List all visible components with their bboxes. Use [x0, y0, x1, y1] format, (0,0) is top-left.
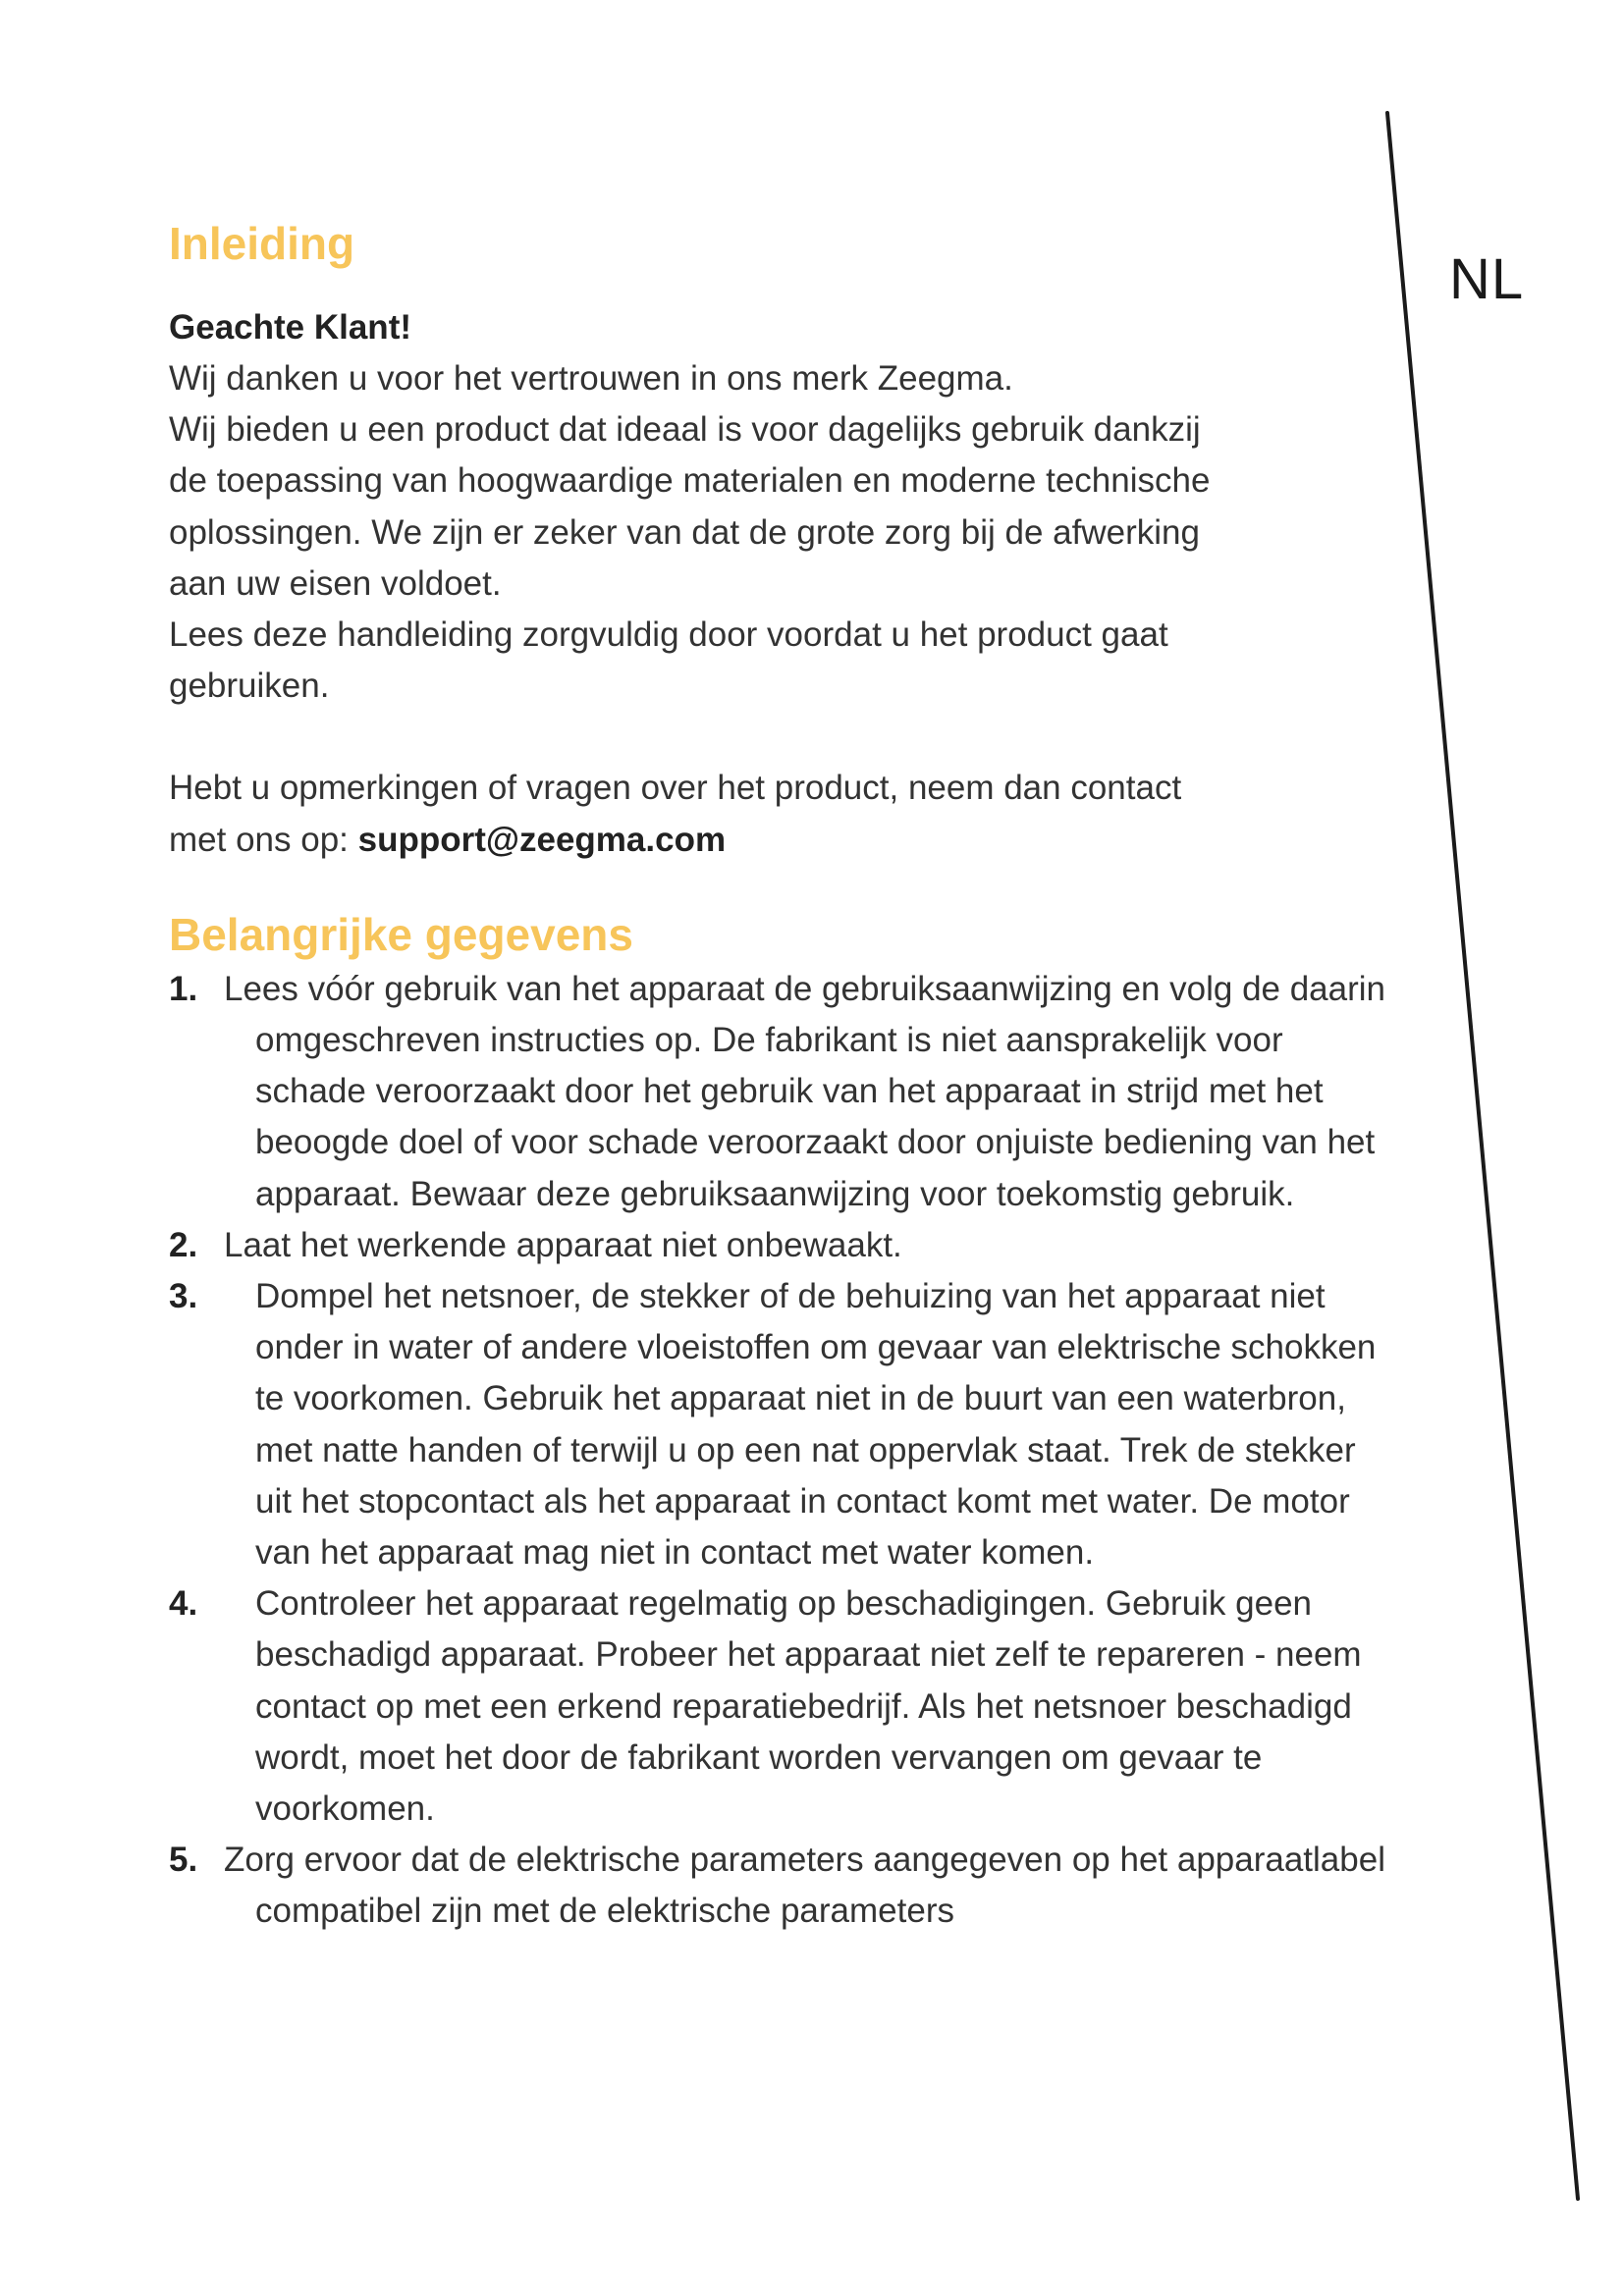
- list-item: [169, 964, 1386, 1220]
- list-item: [169, 1271, 1386, 1578]
- contact-prefix: met ons op:: [169, 820, 358, 859]
- intro-line: de toepassing van hoogwaardige materialen en moderne technische: [169, 461, 1211, 501]
- intro-heading: Inleiding: [169, 218, 355, 269]
- item-number: 4.: [169, 1584, 198, 1624]
- item-number: 1.: [169, 969, 198, 1008]
- item-number: 2.: [169, 1225, 198, 1264]
- greeting: Geachte Klant!: [169, 308, 411, 347]
- item-text: Zorg ervoor dat de elektrische parameters aangegeven op het apparaatlabel compatibel zijn met de elektrische parameters: [224, 1841, 1385, 1931]
- intro-line: aan uw eisen voldoet.: [169, 563, 502, 603]
- main-content: [169, 214, 1386, 1938]
- item-text: Controleer het apparaat regelmatig op beschadigingen. Gebruik geen beschadigd apparaat. Probeer het apparaat niet zelf te repareren - neem contact op met een erkend reparatiebedrijf. Als het netsnoer beschadigd wordt, moet het door de fabrikant worden vervangen om gevaar te voorkomen.: [255, 1584, 1362, 1829]
- language-tab: NL: [1449, 247, 1525, 311]
- important-list: [169, 964, 1386, 1938]
- support-email-link[interactable]: support@zeegma.com: [357, 820, 727, 859]
- item-text: Lees vóór gebruik van het apparaat de gebruiksaanwijzing en volg de daarin omgeschreven instructies op. De fabrikant is niet aansprakelijk voor schade veroorzaakt door het gebruik van het apparaat in strijd met het beoogde doel of voor schade veroorzaakt door onjuiste bediening van het apparaat. Bewaar deze gebruiksaanwijzing voor toekomstig gebruik.: [224, 969, 1386, 1213]
- intro-line: gebruiken.: [169, 667, 330, 706]
- spacer: [169, 712, 1386, 763]
- intro-line: Wij bieden u een product dat ideaal is voor dagelijks gebruik dankzij: [169, 410, 1201, 450]
- intro-line: Wij danken u voor het vertrouwen in ons merk Zeegma.: [169, 359, 1013, 398]
- list-item: [169, 1578, 1386, 1835]
- contact-line-email: [169, 815, 1386, 866]
- list-item: [169, 1835, 1386, 1937]
- intro-line: oplossingen. We zijn er zeker van dat de grote zorg bij de afwerking: [169, 512, 1200, 552]
- item-text: Dompel het netsnoer, de stekker of de behuizing van het apparaat niet onder in water of andere vloeistoffen om gevaar van elektrische schokken te voorkomen. Gebruik het apparaat niet in de buurt van een waterbron, met natte handen of terwijl u op een nat oppervlak staat. Trek de stekker uit het stopcontact als het apparaat in contact komt met water. De motor van het apparaat mag niet in contact met water komen.: [255, 1277, 1377, 1573]
- list-item: [169, 1220, 1386, 1271]
- contact-line: Hebt u opmerkingen of vragen over het product, neem dan contact: [169, 769, 1182, 808]
- intro-line: Lees deze handleiding zorgvuldig door voordat u het product gaat: [169, 615, 1168, 655]
- item-number: 5.: [169, 1841, 198, 1880]
- item-number: 3.: [169, 1277, 198, 1316]
- item-text: Laat het werkende apparaat niet onbewaakt.: [224, 1225, 902, 1264]
- important-heading: Belangrijke gegevens: [169, 908, 633, 960]
